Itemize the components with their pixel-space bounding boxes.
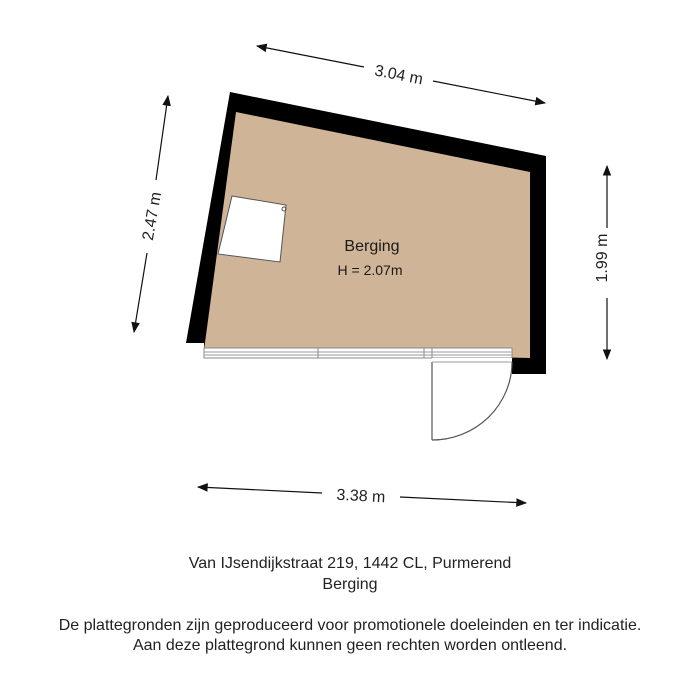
door-swing [432, 358, 512, 440]
room-height: H = 2.07m [337, 262, 403, 278]
dimension-left-label: 2.47 m [139, 190, 166, 242]
address-caption: Van IJsendijkstraat 219, 1442 CL, Purmerend [188, 555, 512, 572]
floor-caption: Berging [322, 576, 378, 593]
disclaimer-line-1: De plattegronden zijn geproduceerd voor promotionele doeleinden en ter indicatie. [58, 617, 642, 634]
dimension-top [257, 46, 545, 103]
room-name: Berging [344, 238, 400, 255]
disclaimer-line-2: Aan deze plattegrond kunnen geen rechten worden ontleend. [132, 637, 568, 654]
dimension-bottom-label: 3.38 m [336, 486, 386, 507]
window-strip [204, 348, 512, 358]
dimension-left [134, 96, 168, 332]
dimension-top-label: 3.04 m [373, 62, 425, 89]
dimension-right-label: 1.99 m [594, 233, 611, 283]
dimension-right [594, 166, 611, 359]
dimension-bottom [198, 487, 526, 507]
